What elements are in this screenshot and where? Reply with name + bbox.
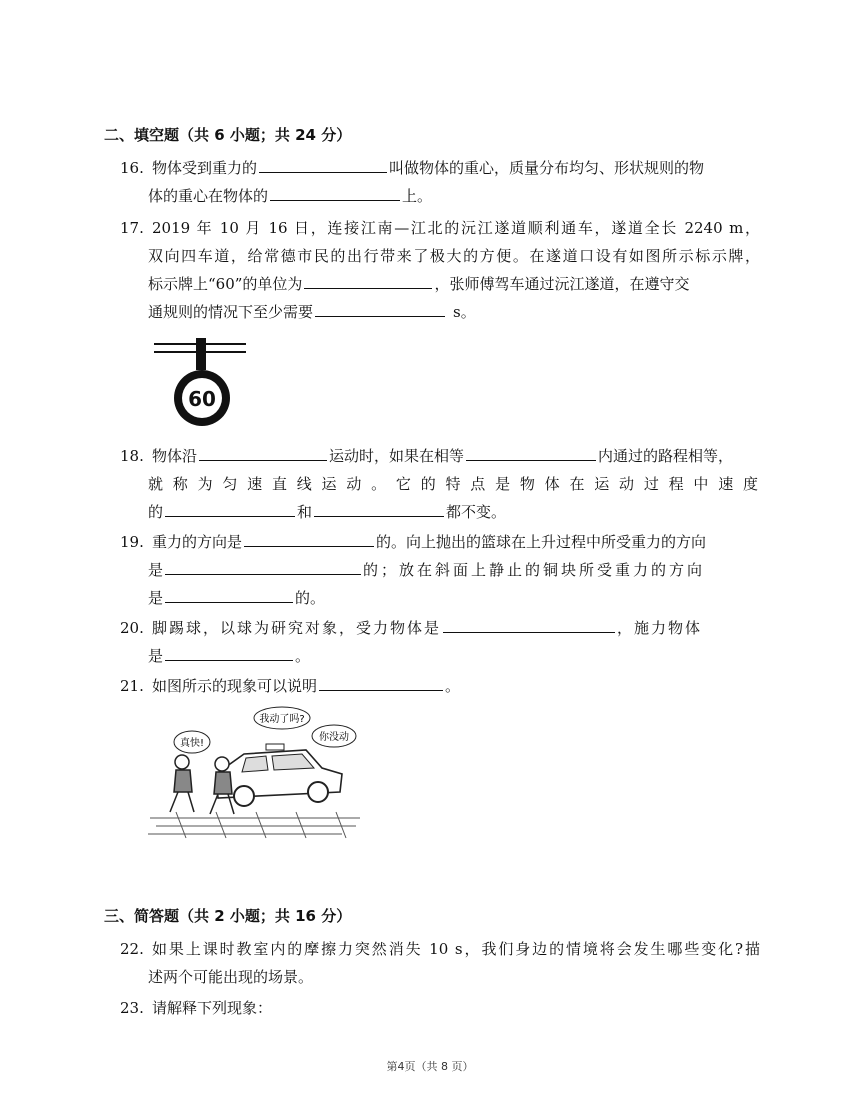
- section-title-short-answer: 三、简答题（共 2 小题；共 16 分）: [104, 907, 352, 925]
- q17-text-4b: s。: [453, 303, 476, 321]
- question-22-line-1: 如果上课时教室内的摩擦力突然消失 10 s，我们身边的情境将会发生哪些变化?描: [152, 940, 760, 958]
- question-20-line-1: [152, 618, 702, 638]
- question-17-line-3: [148, 274, 689, 294]
- question-number-22: 22.: [120, 940, 144, 958]
- q21-text-1b: 。: [445, 677, 461, 695]
- q20-answer-blank-2[interactable]: [165, 646, 293, 661]
- taxi-roof-sign: [266, 744, 284, 750]
- bubble-text-1: 真快!: [179, 738, 205, 749]
- speed-limit-sign-figure: [150, 334, 250, 430]
- q20-text-2a: 是: [148, 647, 164, 665]
- q18-answer-blank-3[interactable]: [165, 502, 295, 517]
- bubble-text-3: 你没动: [319, 732, 349, 743]
- q19-text-3a: 是: [148, 589, 164, 607]
- q20-text-1b: ，施力物体: [617, 619, 703, 637]
- q21-answer-blank-1[interactable]: [319, 676, 443, 691]
- q16-answer-blank-1[interactable]: [259, 158, 387, 173]
- q19-text-1b: 的。向上抛出的篮球在上升过程中所受重力的方向: [376, 533, 707, 551]
- car-window: [242, 756, 268, 772]
- q16-text-2b: 上。: [402, 187, 433, 205]
- bubble-text-2: 我动了吗?: [259, 714, 305, 725]
- question-19-line-3: [148, 588, 325, 608]
- q18-text-1b: 运动时，如果在相等: [329, 447, 465, 465]
- q16-text-1b: 叫做物体的重心，质量分布均匀、形状规则的物: [389, 159, 705, 177]
- q18-text-3a: 的: [148, 503, 164, 521]
- question-number-17: 17.: [120, 219, 144, 237]
- page-footer: 第4页（共 8 页）: [386, 1060, 474, 1073]
- question-number-18: 18.: [120, 447, 144, 465]
- q17-text-3a: 标示牌上“60”的单位为: [148, 275, 303, 293]
- question-18-line-1: [152, 446, 733, 466]
- question-number-16: 16.: [120, 159, 144, 177]
- car-wheel: [234, 786, 254, 806]
- running-children: [170, 755, 234, 814]
- section-title-fill-in: 二、填空题（共 6 小题；共 24 分）: [104, 126, 352, 144]
- q19-text-1a: 重力的方向是: [152, 533, 243, 551]
- q18-text-1c: 内通过的路程相等，: [598, 447, 734, 465]
- q19-answer-blank-3[interactable]: [165, 588, 293, 603]
- q18-text-3b: 和: [297, 503, 313, 521]
- question-number-19: 19.: [120, 533, 144, 551]
- q18-answer-blank-2[interactable]: [466, 446, 596, 461]
- q17-answer-blank-1[interactable]: [304, 274, 432, 289]
- q18-answer-blank-1[interactable]: [199, 446, 327, 461]
- question-22-line-2: 述两个可能出现的场景。: [148, 968, 314, 986]
- question-number-20: 20.: [120, 619, 144, 637]
- question-19-line-1: [152, 532, 706, 552]
- question-18-line-2: 就称为匀速直线运动。它的特点是物体在运动过程中速度: [148, 475, 760, 493]
- question-19-line-2: [148, 560, 705, 580]
- q20-text-1a: 脚踢球，以球为研究对象，受力物体是: [152, 619, 442, 637]
- speed-sign-number: 60: [188, 387, 216, 411]
- q17-answer-blank-2[interactable]: [315, 302, 445, 317]
- q19-text-3b: 的。: [295, 589, 326, 607]
- q18-text-1a: 物体沿: [152, 447, 198, 465]
- ground-texture: [148, 812, 360, 838]
- question-17-line-1: 2019 年 10 月 16 日，连接江南—江北的沅江遂道顺利通车，遂道全长 2240 m，: [152, 219, 760, 237]
- question-18-line-3: [148, 502, 506, 522]
- motion-relativity-illustration: [146, 700, 364, 840]
- q18-answer-blank-4[interactable]: [314, 502, 444, 517]
- q17-text-4a: 通规则的情况下至少需要: [148, 303, 314, 321]
- question-16-line-1: [152, 158, 704, 178]
- question-21-line-1: [152, 676, 460, 696]
- q19-text-2b: 的；放在斜面上静止的铜块所受重力的方向: [363, 561, 706, 579]
- q17-text-3b: ，张师傅驾车通过沅江遂道，在遵守交: [434, 275, 690, 293]
- question-number-23: 23.: [120, 999, 144, 1017]
- q21-text-1a: 如图所示的现象可以说明: [152, 677, 318, 695]
- q20-answer-blank-1[interactable]: [443, 618, 615, 633]
- q16-text-1a: 物体受到重力的: [152, 159, 258, 177]
- q16-answer-blank-2[interactable]: [270, 186, 400, 201]
- question-number-21: 21.: [120, 677, 144, 695]
- q19-text-2a: 是: [148, 561, 164, 579]
- question-17-line-4: [148, 302, 476, 322]
- q18-text-3c: 都不变。: [446, 503, 507, 521]
- question-20-line-2: [148, 646, 310, 666]
- q19-answer-blank-1[interactable]: [244, 532, 374, 547]
- q16-text-2a: 体的重心在物体的: [148, 187, 269, 205]
- question-16-line-2: [148, 186, 432, 206]
- q20-text-2b: 。: [295, 647, 311, 665]
- question-23-line-1: 请解释下列现象：: [152, 999, 273, 1017]
- q19-answer-blank-2[interactable]: [165, 560, 361, 575]
- car-wheel: [308, 782, 328, 802]
- question-17-line-2: 双向四车道，给常德市民的出行带来了极大的方便。在遂道口设有如图所示标示牌，: [148, 247, 760, 265]
